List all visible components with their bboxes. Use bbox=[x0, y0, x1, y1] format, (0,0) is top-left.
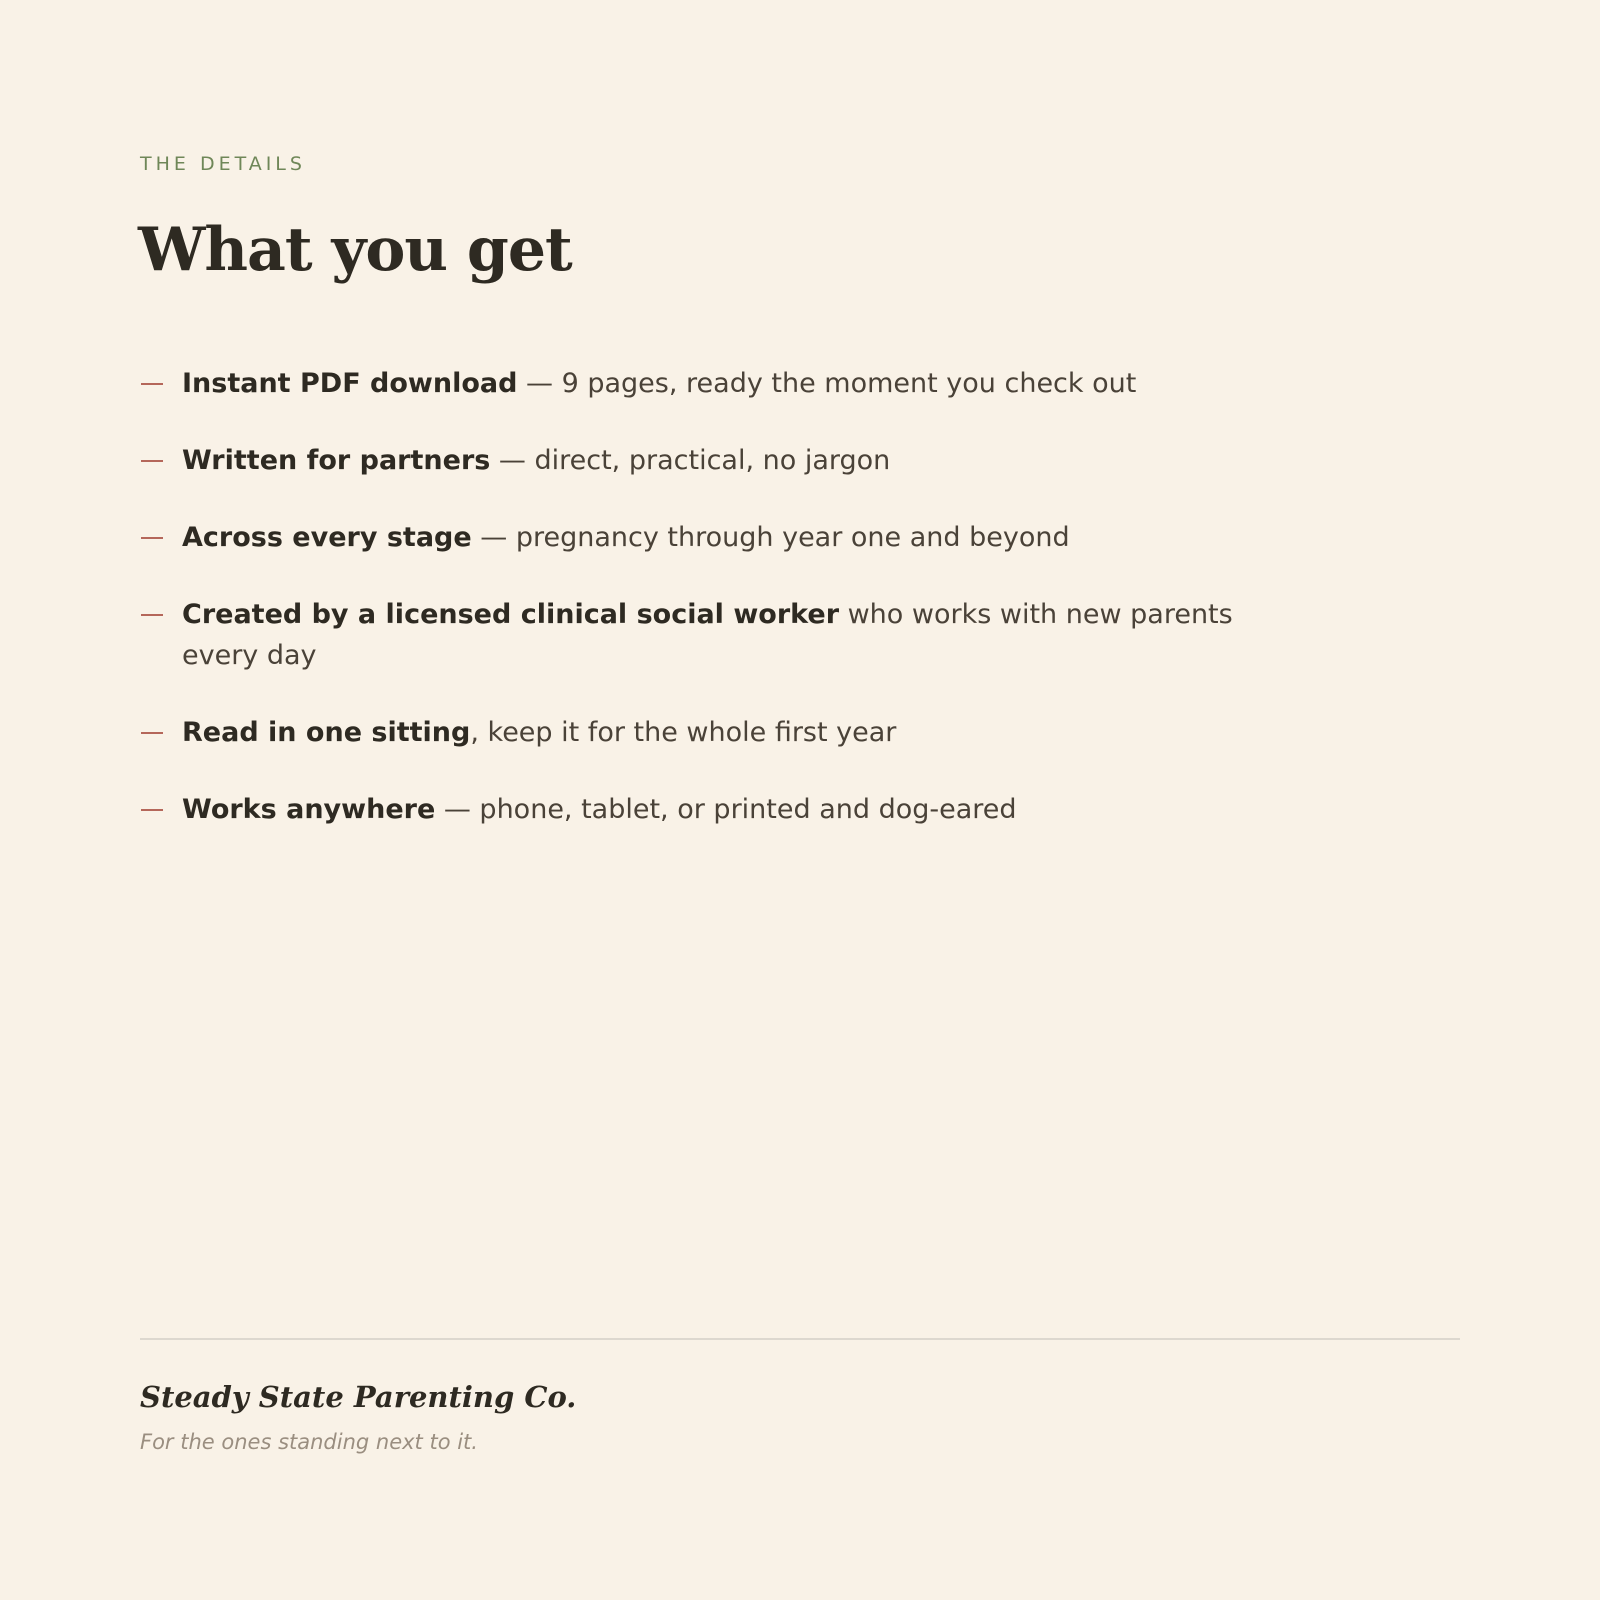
feature-lead: Across every stage bbox=[182, 522, 472, 553]
feature-list bbox=[140, 363, 1300, 866]
feature-item bbox=[140, 440, 1300, 481]
feature-item bbox=[140, 363, 1300, 404]
feature-item bbox=[140, 594, 1300, 676]
feature-lead: Read in one sitting bbox=[182, 717, 471, 748]
dash-bullet-icon bbox=[141, 537, 163, 539]
dash-bullet-icon bbox=[141, 460, 163, 462]
page-title: What you get bbox=[138, 215, 572, 285]
feature-item bbox=[140, 789, 1300, 830]
dash-bullet-icon bbox=[141, 614, 163, 616]
feature-description: — 9 pages, ready the moment you check out bbox=[517, 368, 1137, 399]
dash-bullet-icon bbox=[141, 732, 163, 734]
feature-description: — phone, tablet, or printed and dog-eared bbox=[435, 794, 1017, 825]
dash-bullet-icon bbox=[141, 383, 163, 385]
brand-name: Steady State Parenting Co. bbox=[140, 1380, 577, 1414]
page bbox=[140, 0, 1460, 1600]
footer-divider bbox=[140, 1338, 1460, 1340]
feature-item bbox=[140, 712, 1300, 753]
feature-item bbox=[140, 517, 1300, 558]
feature-lead: Instant PDF download bbox=[182, 368, 518, 399]
feature-lead: Created by a licensed clinical social worker bbox=[182, 599, 840, 630]
brand-tagline: For the ones standing next to it. bbox=[140, 1430, 478, 1454]
feature-lead: Written for partners bbox=[182, 445, 491, 476]
feature-description: — pregnancy through year one and beyond bbox=[471, 522, 1070, 553]
feature-lead: Works anywhere bbox=[182, 794, 436, 825]
dash-bullet-icon bbox=[141, 809, 163, 811]
feature-description: — direct, practical, no jargon bbox=[490, 445, 891, 476]
section-eyebrow: THE DETAILS bbox=[140, 153, 306, 175]
feature-description: , keep it for the whole first year bbox=[470, 717, 897, 748]
feature-description: who works with new parents every day bbox=[182, 599, 1233, 671]
